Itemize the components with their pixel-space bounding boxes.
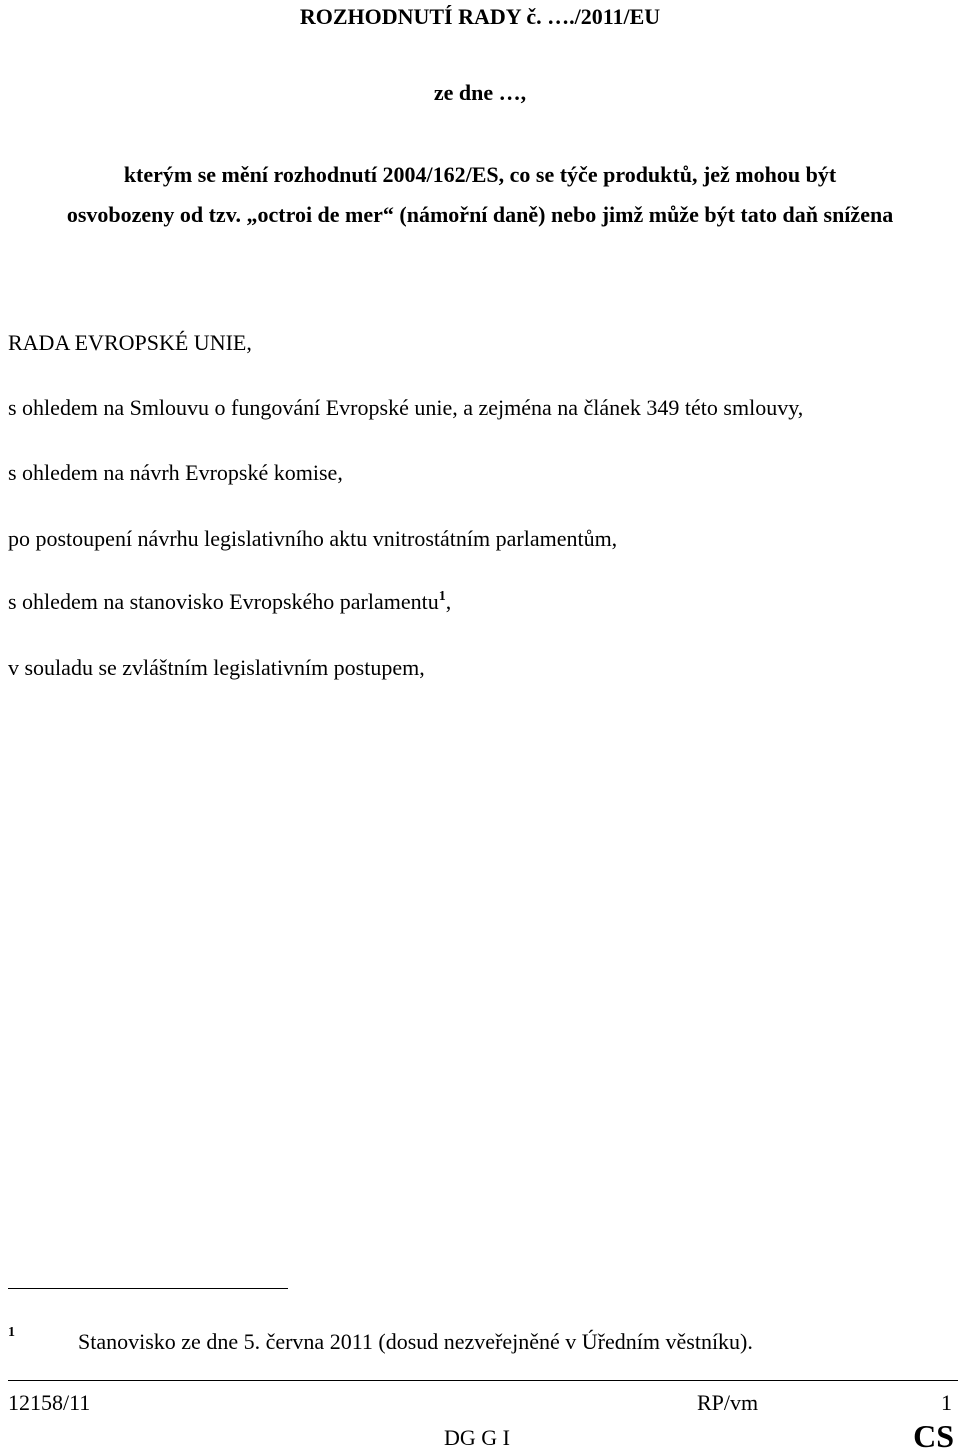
footnote-reference[interactable]: 1 [438,589,446,604]
issuer-line: RADA EVROPSKÉ UNIE, [8,330,252,355]
footnote-text: Stanovisko ze dne 5. června 2011 (dosud nezveřejněné v Úředním věstníku). [78,1329,753,1354]
page-number: 1 [941,1390,952,1415]
recital-1: s ohledem na Smlouvu o fungování Evropské unie, a zejména na článek 349 této smlouvy, [8,395,804,420]
recital-4-punctuation: , [445,589,452,614]
recital-4 [8,588,952,616]
language-code: CS [913,1418,954,1454]
document-subject [0,155,960,235]
date-line: ze dne …, [433,80,527,105]
footnote-separator [8,1288,288,1289]
footer-divider [8,1380,958,1381]
recital-4-text: s ohledem na stanovisko Evropského parlamentu [8,589,439,614]
document-reference: 12158/11 [8,1390,91,1415]
recital-3: po postoupení návrhu legislativního aktu vnitrostátním parlamentům, [8,526,618,551]
subject-line-2: osvobozeny od tzv. „octroi de mer“ (námořní daně) nebo jimž může být tato daň snížena [66,202,894,227]
directorate-label: DG G I [444,1425,510,1450]
document-title: ROZHODNUTÍ RADY č. …./2011/EU [299,4,661,29]
subject-line-1: kterým se mění rozhodnutí 2004/162/ES, co se týče produktů, jež mohou být [123,162,837,187]
footnote-mark: 1 [8,1325,15,1340]
recital-2: s ohledem na návrh Evropské komise, [8,460,343,485]
author-initials: RP/vm [697,1390,759,1415]
recital-5: v souladu se zvláštním legislativním postupem, [8,655,425,680]
